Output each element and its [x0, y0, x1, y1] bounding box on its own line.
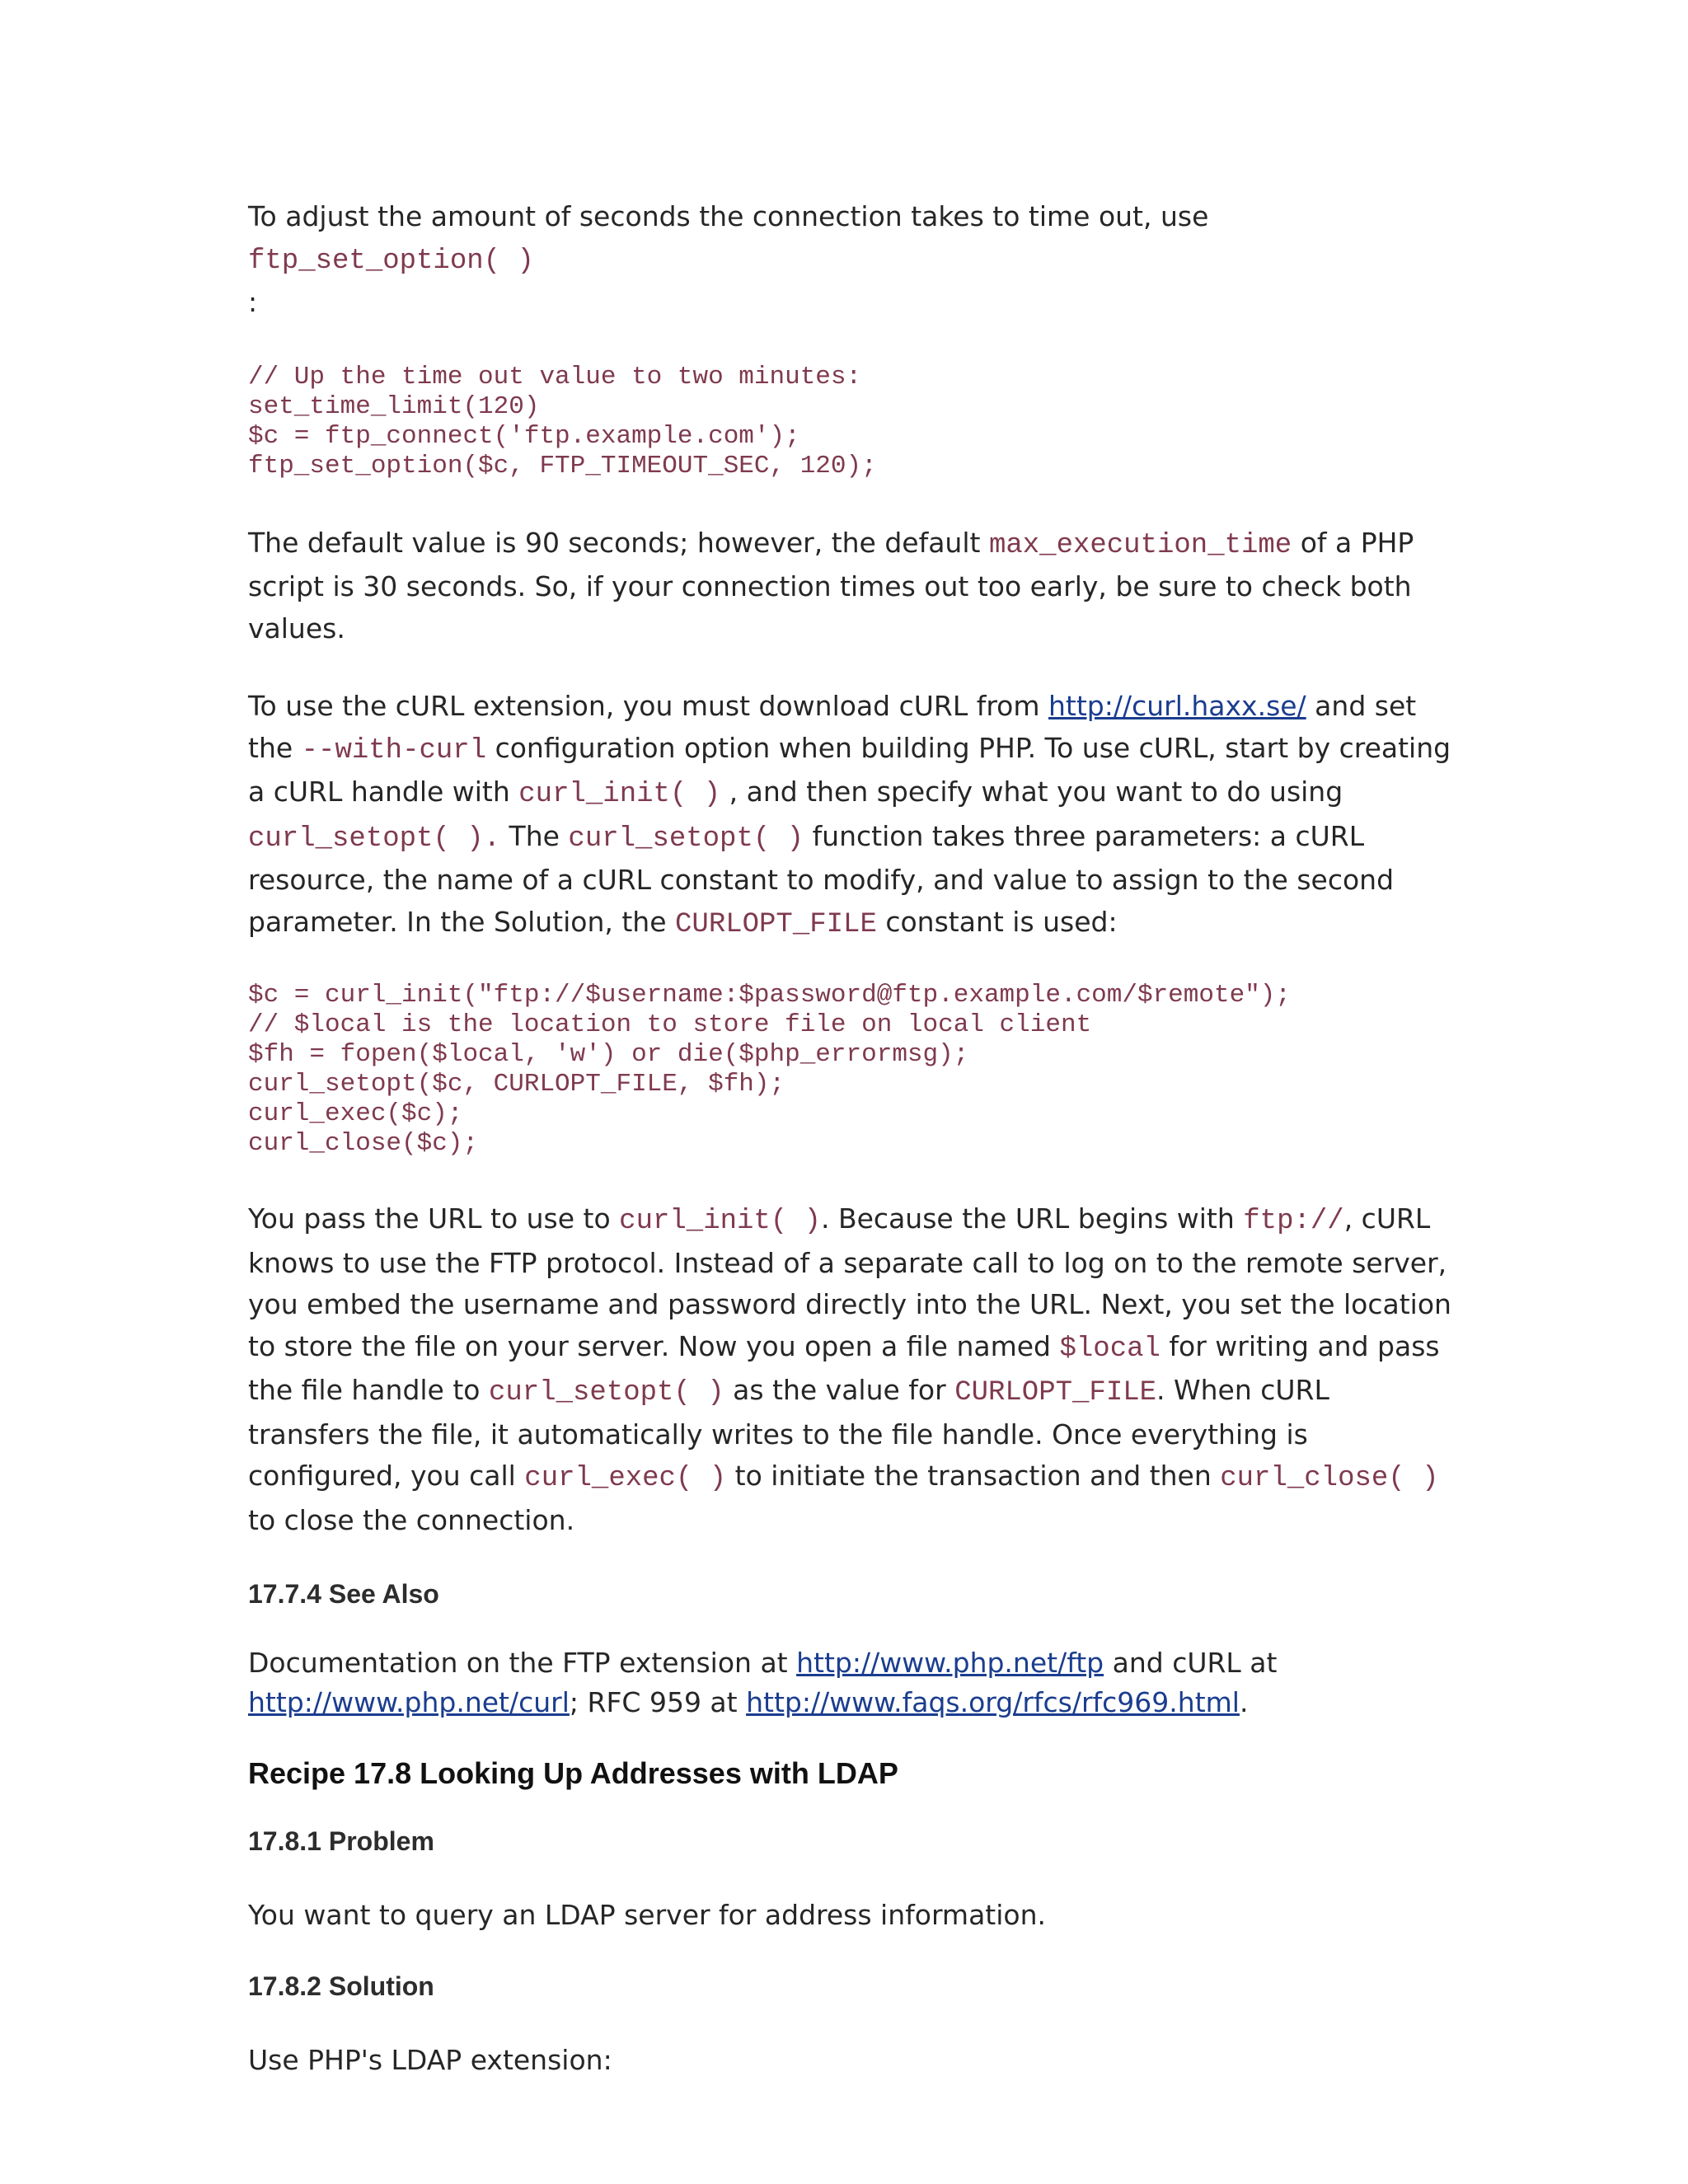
code-block-curl-ftp — [248, 981, 1451, 1159]
inline-code: curl_init( ) — [619, 1206, 822, 1237]
paragraph-solution: Use PHP's LDAP extension: — [248, 2043, 612, 2076]
link-php-curl[interactable]: http://www.php.net/curl — [248, 1686, 570, 1718]
paragraph-see-also — [248, 1643, 1451, 1722]
text: Documentation on the FTP extension at — [248, 1647, 797, 1679]
inline-code: curl_exec( ) — [524, 1463, 727, 1494]
text: : — [248, 286, 258, 318]
heading-problem: 17.8.1 Problem — [248, 1826, 434, 1856]
text: . When cURL transfers the file, it automatically writes to the file handle. Once everything is configured, you call — [248, 1374, 1329, 1492]
text: , cURL knows to use the FTP protocol. Instead of a separate call to log on to the remote server, you embed the username and password directly into the URL. Next, you set the location to store the file on your server. Now you open a file named — [248, 1202, 1451, 1362]
inline-code: curl_setopt( ) — [568, 823, 804, 855]
inline-code: CURLOPT_FILE — [675, 908, 877, 940]
text: The — [500, 819, 569, 852]
code-line: // Up the time out value to two minutes: — [248, 362, 862, 391]
text: ; RFC 959 at — [569, 1686, 747, 1718]
text: To use the cURL extension, you must download cURL from — [248, 690, 1048, 722]
inline-code: $local — [1059, 1333, 1160, 1365]
code-line: curl_close($c); — [248, 1129, 479, 1158]
paragraph-curl-explanation — [248, 1198, 1451, 1541]
text: and cURL at — [1104, 1647, 1278, 1679]
inline-code: curl_setopt( ). — [248, 823, 501, 855]
text: of a PHP script is 30 seconds. So, if your connection times out too early, be sure to check both values. — [248, 526, 1414, 644]
document-content — [248, 196, 1451, 2081]
inline-code: ftp:// — [1243, 1206, 1344, 1237]
text: To adjust the amount of seconds the connection takes to time out, use — [248, 200, 1209, 232]
heading-see-also: 17.7.4 See Also — [248, 1579, 439, 1609]
inline-code: CURLOPT_FILE — [954, 1377, 1157, 1408]
text: for writing and pass the file handle to — [248, 1329, 1440, 1406]
paragraph-timeout-intro — [248, 196, 1451, 324]
link-rfc[interactable]: http://www.faqs.org/rfcs/rfc969.html — [746, 1686, 1240, 1718]
text: configuration option when building PHP. To use cURL, start by creating a cURL handle with — [248, 731, 1451, 808]
text: . Because the URL begins with — [821, 1202, 1244, 1235]
paragraph-default-value — [248, 523, 1451, 650]
inline-code: curl_setopt( ) — [488, 1377, 724, 1408]
code-block-ftp-timeout — [248, 363, 1451, 481]
link-php-ftp[interactable]: http://www.php.net/ftp — [796, 1647, 1104, 1679]
inline-code: curl_close( ) — [1220, 1463, 1439, 1494]
paragraph-problem: You want to query an LDAP server for address information. — [248, 1899, 1047, 1931]
inline-code: --with-curl — [301, 734, 487, 766]
text: and set the — [248, 690, 1417, 764]
text: , and then specify what you want to do using — [720, 776, 1343, 808]
code-line: curl_exec($c); — [248, 1099, 463, 1128]
text: The default value is 90 seconds; however, the default — [248, 526, 989, 559]
code-line: $c = ftp_connect('ftp.example.com'); — [248, 421, 800, 451]
code-line: curl_setopt($c, CURLOPT_FILE, $fh); — [248, 1070, 785, 1099]
paragraph-curl-intro — [248, 686, 1451, 945]
link-curl-haxx[interactable]: http://curl.haxx.se/ — [1048, 690, 1306, 722]
text: as the value for — [724, 1374, 955, 1406]
code-line: $fh = fopen($local, 'w') or die($php_errormsg); — [248, 1040, 969, 1069]
text: to initiate the transaction and then — [726, 1460, 1221, 1492]
code-line: set_time_limit(120) — [248, 391, 540, 421]
code-line: // $local is the location to store file on local client — [248, 1010, 1092, 1039]
inline-code: ftp_set_option( ) — [248, 245, 534, 277]
code-line: ftp_set_option($c, FTP_TIMEOUT_SEC, 120); — [248, 451, 877, 480]
text: function takes three parameters: a cURL resource, the name of a cURL constant to modify, and value to assign to the second parameter. In the Solution, the — [248, 819, 1395, 938]
code-line: $c = curl_init("ftp://$username:$password@ftp.example.com/$remote"); — [248, 981, 1292, 1010]
heading-recipe: Recipe 17.8 Looking Up Addresses with LDAP — [248, 1756, 898, 1790]
inline-code: max_execution_time — [988, 529, 1292, 561]
text: constant is used: — [876, 905, 1118, 938]
heading-solution: 17.8.2 Solution — [248, 1971, 434, 2001]
text: You pass the URL to use to — [248, 1202, 620, 1235]
inline-code: curl_init( ) — [518, 779, 721, 810]
text: to close the connection. — [248, 1503, 575, 1536]
text: . — [1239, 1686, 1249, 1718]
